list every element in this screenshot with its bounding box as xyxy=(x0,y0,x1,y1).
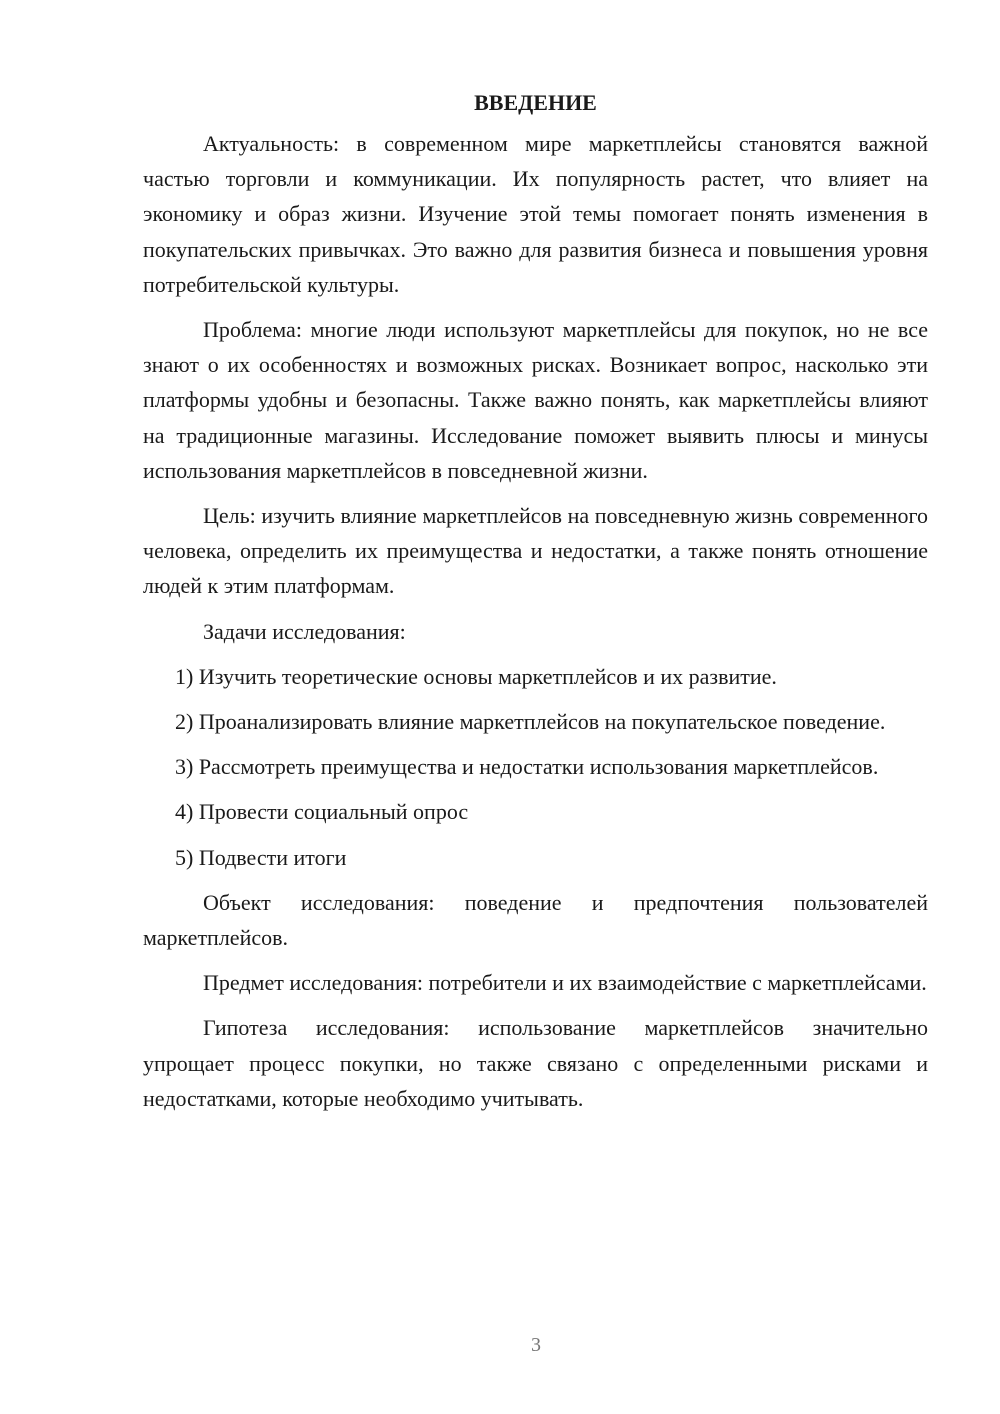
task-item-3: 3) Рассмотреть преимущества и недостатки использования маркетплейсов. xyxy=(175,754,879,780)
paragraph-relevance: Актуальность: в современном мире маркетплейсы становятся важной частью торговли и коммуникации. Их популярность растет, что влияет на экономику и образ жизни. Изучение этой темы помогает понять изменения в покупательских привычках. Это важно для развития бизнеса и повышения уровня потребительской культуры. xyxy=(143,131,928,297)
paragraph-hypothesis: Гипотеза исследования: использование маркетплейсов значительно упрощает процесс покупки, но также связано с определенными рисками и недостатками, которые необходимо учитывать. xyxy=(143,1015,928,1111)
task-item-5: 5) Подвести итоги xyxy=(175,844,347,870)
task-item-4: 4) Провести социальный опрос xyxy=(175,799,469,825)
document-page xyxy=(143,88,928,1126)
page-title: ВВЕДЕНИЕ xyxy=(474,90,597,115)
task-item-2: 2) Проанализировать влияние маркетплейсов на покупательское поведение. xyxy=(175,709,886,735)
task-item-1: 1) Изучить теоретические основы маркетплейсов и их развитие. xyxy=(175,663,777,689)
paragraph-object: Объект исследования: поведение и предпочтения пользователей маркетплейсов. xyxy=(143,889,928,951)
paragraph-problem: Проблема: многие люди используют маркетплейсы для покупок, но не все знают о их особенностях и возможных рисках. Возникает вопрос, насколько эти платформы удобны и безопасны. Также важно понять, как маркетплейсы влияют на традиционные магазины. Исследование поможет выявить плюсы и минусы использования маркетплейсов в повседневной жизни. xyxy=(143,317,928,483)
paragraph-tasks-heading: Задачи исследования: xyxy=(203,618,406,644)
paragraph-subject: Предмет исследования: потребители и их взаимодействие с маркетплейсами. xyxy=(203,970,927,996)
page-number: 3 xyxy=(531,1334,541,1356)
paragraph-goal: Цель: изучить влияние маркетплейсов на повседневную жизнь современного человека, определить их преимущества и недостатки, а также понять отношение людей к этим платформам. xyxy=(143,503,928,599)
